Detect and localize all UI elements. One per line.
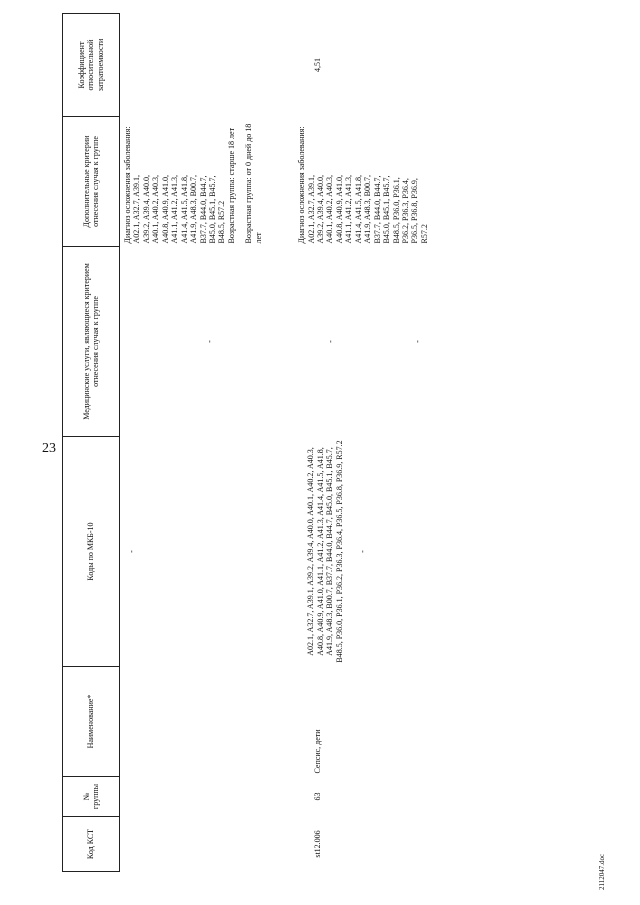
services-first: -: [205, 340, 214, 343]
header-code: Код КСТ: [63, 817, 120, 872]
table-header-row: [63, 14, 120, 872]
page-number: 23: [42, 441, 56, 456]
header-icd-codes: Коды по МКБ-10: [63, 437, 120, 667]
cell-group-no: [120, 777, 566, 817]
footer-filename: 2112047.doc: [598, 853, 606, 890]
header-group-no: № группы: [63, 777, 120, 817]
rotated-table: [62, 14, 562, 872]
cell-icd-codes: [120, 437, 566, 667]
header-name: Наименование*: [63, 667, 120, 777]
group-no-value: 63: [313, 792, 322, 801]
services-third: -: [412, 340, 422, 343]
header-services: Медицинские услуги, являющиеся критерием отнесения случая к группе: [63, 247, 120, 437]
header-coef: Коэффициент относительной затратоемкости: [63, 14, 120, 117]
criteria-second: Возрастная группа: от 0 дней до 18 лет: [244, 123, 263, 244]
icd-codes-second: A02.1, A32.7, A39.1, A39.2, A39.4, A40.0, A40.1, A40.2, A40.3, A40.8, A40.9, A41.0, A41.1, A41.2, A41.3, A41.4, A41.5, A41.8, A41.9, A48.3, B00.7, B37.7, B44.0, B44.7, B45.0, B45.1, B45.7, B48.5, P36.0, P36.1, P36.2, P36.3, P36.4, P36.5, P36.8, P36.9, R57.2: [306, 440, 344, 663]
name-value: Сепсис, дети: [313, 729, 322, 774]
icd-codes-first: -: [127, 550, 136, 553]
table-container: [62, 14, 562, 872]
cell-name: [120, 667, 566, 777]
table-row: [120, 14, 566, 872]
criteria-first: Диагноз осложнения заболевания: A02.1, A32.7, A39.1, A39.2, A39.4, A40.0, A40.1, A40.2, A40.3, A40.8, A40.9, A41.0, A41.1, A41.2, A41.3, A41.4, A41.5, A41.8, A41.9, A48.3, B00.7, B37.7, B44.0, B44.7, B45.0, B45.1, B45.7, B48.5, R57.2 Возрастная группа: старше 18 лет: [123, 126, 236, 244]
ksg-table: [62, 13, 565, 872]
criteria-third: Диагноз осложнения заболевания: A02.1, A32.7, A39.1, A39.2, A39.4, A40.0, A40.1, A40.2, A40.3, A40.8, A40.9, A41.0, A41.1, A41.2, A41.3, A41.4, A41.5, A41.8, A41.9, A48.3, B00.7, B37.7, B44.0, B44.7, B45.0, B45.1, B45.7, B48.5, P36.0, P36.1, P36.2, P36.3, P36.4, P36.5, P36.8, P36.9, R57.2: [297, 126, 429, 244]
footer: [598, 820, 612, 890]
header-criteria: Дополнительные критерии отнесения случая к группе: [63, 117, 120, 247]
code-value: st12.006: [313, 830, 322, 858]
coef-value: 4,51: [313, 58, 322, 72]
cell-code: [120, 817, 566, 872]
cell-coef: [120, 14, 566, 117]
cell-criteria: [120, 117, 566, 247]
cell-services: [120, 247, 566, 437]
icd-codes-third: -: [358, 550, 368, 553]
services-second: -: [326, 340, 336, 343]
